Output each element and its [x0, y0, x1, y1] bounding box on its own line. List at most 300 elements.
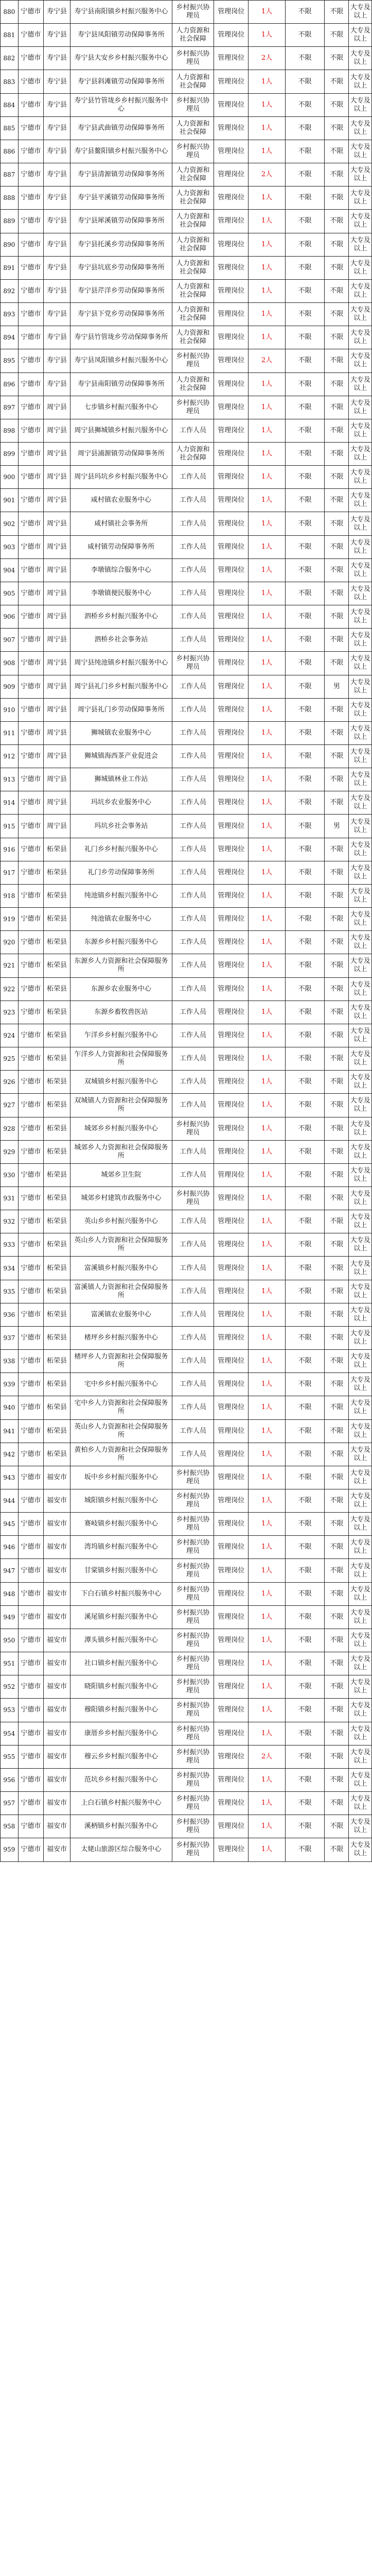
- major-cell: 不限: [285, 279, 325, 302]
- headcount-cell: 2人: [249, 1745, 286, 1768]
- county-cell: 寿宁县: [44, 187, 70, 210]
- position-type-cell: 管理岗位: [214, 1536, 249, 1559]
- city-cell: 宁德市: [18, 1629, 43, 1652]
- gender-cell: 不限: [325, 838, 349, 861]
- city-cell: 宁德市: [18, 466, 43, 489]
- table-row: [1, 675, 372, 698]
- unit-name-cell: 狮城镇林业工作站: [70, 768, 172, 791]
- city-cell: 宁德市: [18, 442, 43, 465]
- county-cell: 福安市: [44, 1699, 70, 1722]
- position-name-cell: 乡村振兴协理员: [172, 1815, 214, 1838]
- education-cell: 大专及以上: [349, 908, 372, 931]
- city-cell: 宁德市: [18, 396, 43, 419]
- unit-name-cell: 寿宁县武曲镇劳动保障事务所: [70, 116, 172, 140]
- row-number-cell: 913: [1, 768, 19, 791]
- position-name-cell: 乡村振兴协理员: [172, 652, 214, 675]
- unit-name-cell: 穆阳镇乡村振兴服务中心: [70, 1699, 172, 1722]
- position-name-cell: 乡村振兴协理员: [172, 1489, 214, 1513]
- headcount-cell: 1人: [249, 1117, 286, 1140]
- gender-cell: 不限: [325, 1350, 349, 1373]
- table-row: [1, 256, 372, 279]
- unit-name-cell: 周宁县礼门乡劳动保障事务所: [70, 698, 172, 721]
- gender-cell: 不限: [325, 1443, 349, 1466]
- position-name-cell: 工作人员: [172, 558, 214, 582]
- education-cell: 大专及以上: [349, 1792, 372, 1815]
- county-cell: 柘荣县: [44, 1257, 70, 1280]
- major-cell: 不限: [285, 675, 325, 698]
- education-cell: 大专及以上: [349, 1675, 372, 1699]
- row-number-cell: 898: [1, 419, 19, 442]
- row-number-cell: 885: [1, 116, 19, 140]
- education-cell: 大专及以上: [349, 256, 372, 279]
- table-row: [1, 884, 372, 907]
- county-cell: 周宁县: [44, 791, 70, 815]
- city-cell: 宁德市: [18, 1257, 43, 1280]
- position-type-cell: 管理岗位: [214, 1792, 249, 1815]
- gender-cell: 不限: [325, 629, 349, 652]
- position-name-cell: 乡村振兴协理员: [172, 1792, 214, 1815]
- gender-cell: 不限: [325, 535, 349, 558]
- county-cell: 柘荣县: [44, 1396, 70, 1419]
- position-name-cell: 工作人员: [172, 1163, 214, 1187]
- unit-name-cell: 周宁县浦源镇劳动保障事务所: [70, 442, 172, 465]
- education-cell: 大专及以上: [349, 1722, 372, 1745]
- position-name-cell: 工作人员: [172, 815, 214, 838]
- county-cell: 周宁县: [44, 396, 70, 419]
- city-cell: 宁德市: [18, 1675, 43, 1699]
- major-cell: 不限: [285, 791, 325, 815]
- position-type-cell: 管理岗位: [214, 1722, 249, 1745]
- row-number-cell: 926: [1, 1071, 19, 1094]
- headcount-cell: 1人: [249, 861, 286, 884]
- headcount-cell: 1人: [249, 558, 286, 582]
- headcount-cell: 1人: [249, 629, 286, 652]
- headcount-cell: 1人: [249, 1722, 286, 1745]
- table-row: [1, 1559, 372, 1582]
- unit-name-cell: 双城镇乡村振兴服务中心: [70, 1071, 172, 1094]
- education-cell: 大专及以上: [349, 1513, 372, 1536]
- gender-cell: 不限: [325, 721, 349, 744]
- education-cell: 大专及以上: [349, 977, 372, 1001]
- city-cell: 宁德市: [18, 1768, 43, 1791]
- position-name-cell: 工作人员: [172, 931, 214, 954]
- position-type-cell: 管理岗位: [214, 838, 249, 861]
- county-cell: 福安市: [44, 1605, 70, 1629]
- county-cell: 柘荣县: [44, 954, 70, 977]
- county-cell: 周宁县: [44, 512, 70, 535]
- row-number-cell: 943: [1, 1466, 19, 1489]
- county-cell: 福安市: [44, 1652, 70, 1675]
- gender-cell: 不限: [325, 1210, 349, 1233]
- city-cell: 宁德市: [18, 861, 43, 884]
- major-cell: 不限: [285, 1001, 325, 1024]
- position-type-cell: 管理岗位: [214, 163, 249, 187]
- unit-name-cell: 黄柏乡人力资源和社会保障服务所: [70, 1443, 172, 1466]
- headcount-cell: 1人: [249, 70, 286, 93]
- city-cell: 宁德市: [18, 1233, 43, 1257]
- unit-name-cell: 湾坞镇乡村振兴服务中心: [70, 1536, 172, 1559]
- unit-name-cell: 楮坪乡乡村振兴服务中心: [70, 1326, 172, 1349]
- major-cell: 不限: [285, 815, 325, 838]
- row-number-cell: 930: [1, 1163, 19, 1187]
- city-cell: 宁德市: [18, 349, 43, 372]
- position-name-cell: 乡村振兴协理员: [172, 1, 214, 24]
- city-cell: 宁德市: [18, 1326, 43, 1349]
- unit-name-cell: 玛坑乡社会事务站: [70, 815, 172, 838]
- county-cell: 柘荣县: [44, 1001, 70, 1024]
- row-number-cell: 897: [1, 396, 19, 419]
- table-row: [1, 1117, 372, 1140]
- gender-cell: 不限: [325, 1605, 349, 1629]
- position-name-cell: 乡村振兴协理员: [172, 1187, 214, 1210]
- row-number-cell: 941: [1, 1419, 19, 1443]
- headcount-cell: 1人: [249, 721, 286, 744]
- position-name-cell: 工作人员: [172, 745, 214, 768]
- major-cell: 不限: [285, 1187, 325, 1210]
- county-cell: 周宁县: [44, 652, 70, 675]
- headcount-cell: 1人: [249, 652, 286, 675]
- row-number-cell: 894: [1, 326, 19, 349]
- headcount-cell: 1人: [249, 1326, 286, 1349]
- unit-name-cell: 城阳镇乡村振兴服务中心: [70, 1489, 172, 1513]
- position-name-cell: 工作人员: [172, 1326, 214, 1349]
- position-name-cell: 工作人员: [172, 1396, 214, 1419]
- city-cell: 宁德市: [18, 1489, 43, 1513]
- major-cell: 不限: [285, 1675, 325, 1699]
- unit-name-cell: 七步镇乡村振兴服务中心: [70, 396, 172, 419]
- position-type-cell: 管理岗位: [214, 116, 249, 140]
- major-cell: 不限: [285, 1745, 325, 1768]
- position-name-cell: 工作人员: [172, 768, 214, 791]
- table-row: [1, 721, 372, 744]
- city-cell: 宁德市: [18, 977, 43, 1001]
- row-number-cell: 929: [1, 1140, 19, 1163]
- row-number-cell: 912: [1, 745, 19, 768]
- position-name-cell: 工作人员: [172, 884, 214, 907]
- row-number-cell: 928: [1, 1117, 19, 1140]
- gender-cell: 不限: [325, 1326, 349, 1349]
- gender-cell: 不限: [325, 1722, 349, 1745]
- unit-name-cell: 泗桥乡社会事务站: [70, 629, 172, 652]
- education-cell: 大专及以上: [349, 1443, 372, 1466]
- row-number-cell: 958: [1, 1815, 19, 1838]
- table-row: [1, 1210, 372, 1233]
- headcount-cell: 1人: [249, 140, 286, 163]
- education-cell: 大专及以上: [349, 1350, 372, 1373]
- position-name-cell: 工作人员: [172, 698, 214, 721]
- headcount-cell: 1人: [249, 1047, 286, 1071]
- major-cell: 不限: [285, 838, 325, 861]
- gender-cell: 不限: [325, 1, 349, 24]
- county-cell: 周宁县: [44, 466, 70, 489]
- position-type-cell: 管理岗位: [214, 1047, 249, 1071]
- city-cell: 宁德市: [18, 70, 43, 93]
- county-cell: 福安市: [44, 1768, 70, 1791]
- position-name-cell: 人力资源和社会保障: [172, 70, 214, 93]
- city-cell: 宁德市: [18, 954, 43, 977]
- major-cell: 不限: [285, 1140, 325, 1163]
- headcount-cell: 1人: [249, 419, 286, 442]
- position-type-cell: 管理岗位: [214, 210, 249, 233]
- table-row: [1, 1001, 372, 1024]
- education-cell: 大专及以上: [349, 1536, 372, 1559]
- position-type-cell: 管理岗位: [214, 303, 249, 326]
- row-number-cell: 887: [1, 163, 19, 187]
- gender-cell: 不限: [325, 931, 349, 954]
- education-cell: 大专及以上: [349, 1047, 372, 1071]
- unit-name-cell: 李墩镇综合服务中心: [70, 558, 172, 582]
- row-number-cell: 888: [1, 187, 19, 210]
- headcount-cell: 1人: [249, 1513, 286, 1536]
- position-name-cell: 乡村振兴协理员: [172, 1466, 214, 1489]
- row-number-cell: 951: [1, 1652, 19, 1675]
- education-cell: 大专及以上: [349, 1001, 372, 1024]
- education-cell: 大专及以上: [349, 861, 372, 884]
- education-cell: 大专及以上: [349, 1699, 372, 1722]
- table-row: [1, 1419, 372, 1443]
- table-row: [1, 768, 372, 791]
- major-cell: 不限: [285, 977, 325, 1001]
- table-row: [1, 140, 372, 163]
- position-type-cell: 管理岗位: [214, 1838, 249, 1861]
- major-cell: 不限: [285, 512, 325, 535]
- unit-name-cell: 坂中乡乡村振兴服务中心: [70, 1466, 172, 1489]
- unit-name-cell: 溪柄镇乡村振兴服务中心: [70, 1815, 172, 1838]
- county-cell: 柘荣县: [44, 931, 70, 954]
- headcount-cell: 1人: [249, 1675, 286, 1699]
- position-name-cell: 工作人员: [172, 489, 214, 512]
- position-type-cell: 管理岗位: [214, 768, 249, 791]
- education-cell: 大专及以上: [349, 140, 372, 163]
- position-type-cell: 管理岗位: [214, 419, 249, 442]
- education-cell: 大专及以上: [349, 1233, 372, 1257]
- county-cell: 柘荣县: [44, 838, 70, 861]
- row-number-cell: 892: [1, 279, 19, 302]
- city-cell: 宁德市: [18, 535, 43, 558]
- unit-name-cell: 城郊乡卫生院: [70, 1163, 172, 1187]
- position-name-cell: 工作人员: [172, 908, 214, 931]
- row-number-cell: 949: [1, 1605, 19, 1629]
- position-type-cell: 管理岗位: [214, 396, 249, 419]
- city-cell: 宁德市: [18, 24, 43, 47]
- major-cell: 不限: [285, 1768, 325, 1791]
- county-cell: 柘荣县: [44, 884, 70, 907]
- county-cell: 周宁县: [44, 605, 70, 629]
- position-name-cell: 工作人员: [172, 1071, 214, 1094]
- city-cell: 宁德市: [18, 1582, 43, 1605]
- major-cell: 不限: [285, 1163, 325, 1187]
- position-type-cell: 管理岗位: [214, 861, 249, 884]
- city-cell: 宁德市: [18, 1605, 43, 1629]
- table-row: [1, 70, 372, 93]
- county-cell: 寿宁县: [44, 256, 70, 279]
- headcount-cell: 1人: [249, 675, 286, 698]
- county-cell: 柘荣县: [44, 1163, 70, 1187]
- county-cell: 周宁县: [44, 815, 70, 838]
- table-row: [1, 233, 372, 256]
- major-cell: 不限: [285, 605, 325, 629]
- gender-cell: 不限: [325, 466, 349, 489]
- row-number-cell: 886: [1, 140, 19, 163]
- major-cell: 不限: [285, 466, 325, 489]
- county-cell: 周宁县: [44, 721, 70, 744]
- position-type-cell: 管理岗位: [214, 372, 249, 396]
- table-row: [1, 210, 372, 233]
- gender-cell: 不限: [325, 256, 349, 279]
- major-cell: 不限: [285, 1443, 325, 1466]
- table-row: [1, 977, 372, 1001]
- row-number-cell: 890: [1, 233, 19, 256]
- table-row: [1, 558, 372, 582]
- position-type-cell: 管理岗位: [214, 977, 249, 1001]
- major-cell: 不限: [285, 419, 325, 442]
- gender-cell: 不限: [325, 163, 349, 187]
- major-cell: 不限: [285, 1559, 325, 1582]
- row-number-cell: 953: [1, 1699, 19, 1722]
- unit-name-cell: 礼门乡乡村振兴服务中心: [70, 838, 172, 861]
- row-number-cell: 950: [1, 1629, 19, 1652]
- education-cell: 大专及以上: [349, 558, 372, 582]
- position-type-cell: 管理岗位: [214, 1210, 249, 1233]
- city-cell: 宁德市: [18, 1559, 43, 1582]
- major-cell: 不限: [285, 140, 325, 163]
- education-cell: 大专及以上: [349, 675, 372, 698]
- position-name-cell: 人力资源和社会保障: [172, 256, 214, 279]
- county-cell: 福安市: [44, 1489, 70, 1513]
- unit-name-cell: 寿宁县凤阳镇劳动保障事务所: [70, 24, 172, 47]
- gender-cell: 不限: [325, 24, 349, 47]
- position-name-cell: 工作人员: [172, 1280, 214, 1303]
- row-number-cell: 921: [1, 954, 19, 977]
- city-cell: 宁德市: [18, 931, 43, 954]
- position-type-cell: 管理岗位: [214, 349, 249, 372]
- headcount-cell: 1人: [249, 24, 286, 47]
- row-number-cell: 955: [1, 1745, 19, 1768]
- position-name-cell: 乡村振兴协理员: [172, 1582, 214, 1605]
- county-cell: 柘荣县: [44, 1094, 70, 1117]
- unit-name-cell: 下白石镇乡村振兴服务中心: [70, 1582, 172, 1605]
- gender-cell: 不限: [325, 1536, 349, 1559]
- table-row: [1, 908, 372, 931]
- headcount-cell: 1人: [249, 1466, 286, 1489]
- major-cell: 不限: [285, 349, 325, 372]
- gender-cell: 不限: [325, 512, 349, 535]
- table-row: [1, 629, 372, 652]
- education-cell: 大专及以上: [349, 512, 372, 535]
- county-cell: 柘荣县: [44, 1373, 70, 1396]
- row-number-cell: 905: [1, 582, 19, 605]
- headcount-cell: 1人: [249, 1280, 286, 1303]
- position-type-cell: 管理岗位: [214, 1419, 249, 1443]
- position-name-cell: 人力资源和社会保障: [172, 210, 214, 233]
- headcount-cell: 1人: [249, 1373, 286, 1396]
- gender-cell: 不限: [325, 1001, 349, 1024]
- position-type-cell: 管理岗位: [214, 1326, 249, 1349]
- city-cell: 宁德市: [18, 1722, 43, 1745]
- major-cell: 不限: [285, 116, 325, 140]
- table-row: [1, 372, 372, 396]
- gender-cell: 不限: [325, 1280, 349, 1303]
- headcount-cell: 1人: [249, 372, 286, 396]
- city-cell: 宁德市: [18, 1815, 43, 1838]
- major-cell: 不限: [285, 1652, 325, 1675]
- county-cell: 寿宁县: [44, 279, 70, 302]
- table-row: [1, 954, 372, 977]
- education-cell: 大专及以上: [349, 1838, 372, 1861]
- education-cell: 大专及以上: [349, 629, 372, 652]
- county-cell: 柘荣县: [44, 1326, 70, 1349]
- unit-name-cell: 寿宁县南阳镇劳动保障事务所: [70, 372, 172, 396]
- unit-name-cell: 寿宁县竹管垅乡劳动保障事务所: [70, 326, 172, 349]
- county-cell: 福安市: [44, 1582, 70, 1605]
- county-cell: 柘荣县: [44, 1117, 70, 1140]
- major-cell: 不限: [285, 233, 325, 256]
- row-number-cell: 923: [1, 1001, 19, 1024]
- city-cell: 宁德市: [18, 745, 43, 768]
- headcount-cell: 1人: [249, 977, 286, 1001]
- gender-cell: 不限: [325, 605, 349, 629]
- county-cell: 周宁县: [44, 442, 70, 465]
- gender-cell: 不限: [325, 1675, 349, 1699]
- city-cell: 宁德市: [18, 233, 43, 256]
- unit-name-cell: 东源乡人力资源和社会保障服务所: [70, 954, 172, 977]
- major-cell: 不限: [285, 1233, 325, 1257]
- county-cell: 柘荣县: [44, 1419, 70, 1443]
- headcount-cell: 1人: [249, 1489, 286, 1513]
- unit-name-cell: 晓阳镇乡村振兴服务中心: [70, 1675, 172, 1699]
- unit-name-cell: 城郊乡乡村振兴服务中心: [70, 1117, 172, 1140]
- county-cell: 周宁县: [44, 675, 70, 698]
- row-number-cell: 907: [1, 629, 19, 652]
- gender-cell: 不限: [325, 1233, 349, 1257]
- unit-name-cell: 寿宁县南阳镇乡村振兴服务中心: [70, 1, 172, 24]
- position-type-cell: 管理岗位: [214, 815, 249, 838]
- county-cell: 周宁县: [44, 745, 70, 768]
- unit-name-cell: 范坑乡乡村振兴服务中心: [70, 1768, 172, 1791]
- city-cell: 宁德市: [18, 768, 43, 791]
- city-cell: 宁德市: [18, 1792, 43, 1815]
- position-name-cell: 乡村振兴协理员: [172, 140, 214, 163]
- education-cell: 大专及以上: [349, 1140, 372, 1163]
- city-cell: 宁德市: [18, 47, 43, 70]
- table-row: [1, 1768, 372, 1791]
- position-name-cell: 工作人员: [172, 1140, 214, 1163]
- major-cell: 不限: [285, 1629, 325, 1652]
- education-cell: 大专及以上: [349, 1326, 372, 1349]
- row-number-cell: 942: [1, 1443, 19, 1466]
- education-cell: 大专及以上: [349, 884, 372, 907]
- major-cell: 不限: [285, 93, 325, 116]
- position-name-cell: 工作人员: [172, 791, 214, 815]
- row-number-cell: 880: [1, 1, 19, 24]
- position-type-cell: 管理岗位: [214, 1094, 249, 1117]
- position-name-cell: 工作人员: [172, 535, 214, 558]
- county-cell: 寿宁县: [44, 303, 70, 326]
- headcount-cell: 1人: [249, 1350, 286, 1373]
- unit-name-cell: 溪尾镇乡村振兴服务中心: [70, 1605, 172, 1629]
- position-name-cell: 乡村振兴协理员: [172, 396, 214, 419]
- position-type-cell: 管理岗位: [214, 1466, 249, 1489]
- table-row: [1, 1582, 372, 1605]
- gender-cell: 不限: [325, 303, 349, 326]
- position-type-cell: 管理岗位: [214, 1675, 249, 1699]
- education-cell: 大专及以上: [349, 466, 372, 489]
- headcount-cell: 1人: [249, 1210, 286, 1233]
- table-row: [1, 442, 372, 465]
- table-row: [1, 163, 372, 187]
- position-name-cell: 工作人员: [172, 721, 214, 744]
- row-number-cell: 939: [1, 1373, 19, 1396]
